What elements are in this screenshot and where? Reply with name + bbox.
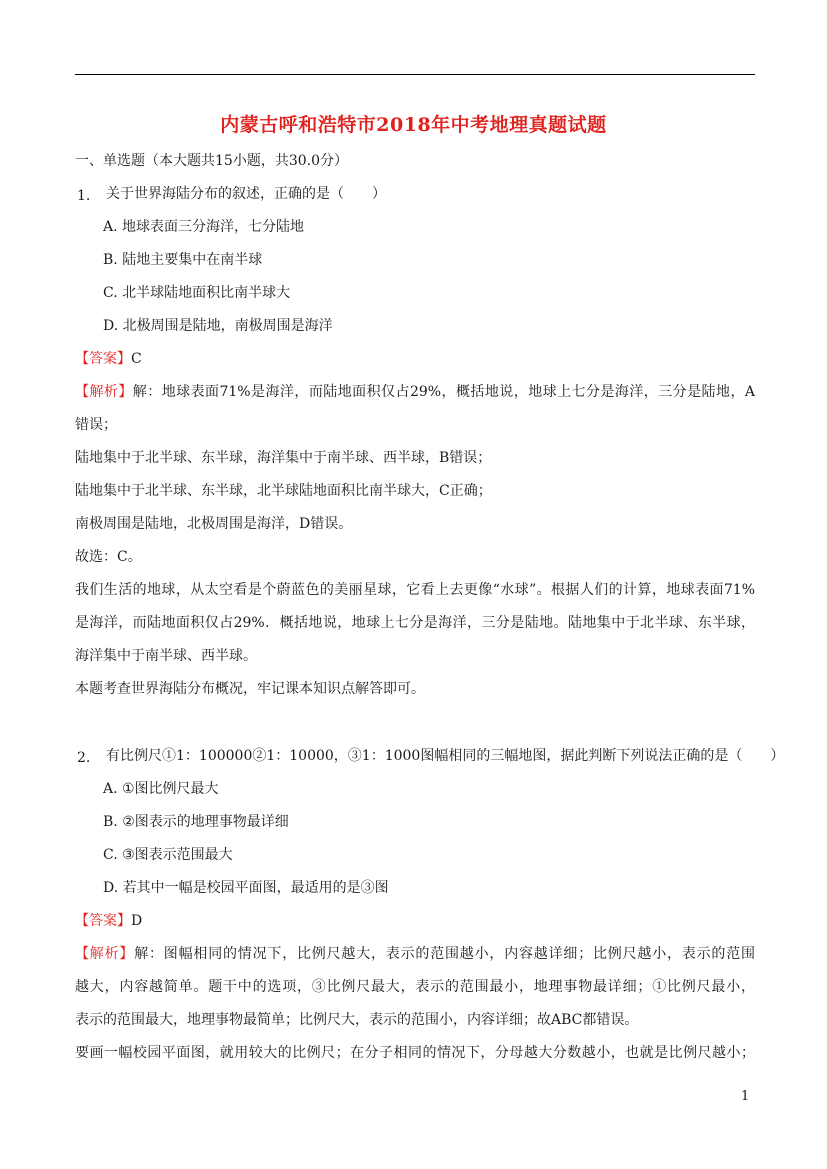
analysis-text: 解：图幅相同的情况下，比例尺越大，表示的范围越小，内容越详细；比例尺越小，表示的范围 xyxy=(134,946,756,962)
question-1-stem: 关于世界海陆分布的叙述，正确的是（ ） xyxy=(106,186,386,202)
question-2-analysis-line: 越大，内容越简单。题干中的选项，③比例尺最大，表示的范围最小，地理事物最详细；①比例尺最小， xyxy=(75,979,755,995)
question-1-answer xyxy=(75,349,142,369)
question-1-analysis-line: 本题考查世界海陆分布概况，牢记课本知识点解答即可。 xyxy=(75,681,425,697)
page-number: 1 xyxy=(741,1089,750,1104)
question-1-analysis-line: 陆地集中于北半球、东半球，海洋集中于南半球、西半球，B错误； xyxy=(75,450,492,466)
question-1-option-c: C. 北半球陆地面积比南半球大 xyxy=(103,285,291,301)
question-1-analysis-line: 南极周围是陆地，北极周围是海洋，D错误。 xyxy=(75,516,353,532)
question-1-analysis-line: 海洋集中于南半球、西半球。 xyxy=(75,648,257,664)
answer-value: C xyxy=(131,351,142,367)
analysis-tag: 【解析】 xyxy=(75,384,133,400)
question-2-answer xyxy=(75,911,142,931)
answer-value: D xyxy=(131,913,143,929)
question-1-analysis-line xyxy=(75,382,755,402)
question-2-option-c: C. ③图表示范围最大 xyxy=(103,847,233,863)
analysis-text: 解：地球表面71%是海洋，而陆地面积仅占29%，概括地说，地球上七分是海洋，三分是陆地，A xyxy=(132,384,756,400)
question-1-analysis-line: 是海洋，而陆地面积仅占29%．概括地说，地球上七分是海洋，三分是陆地。陆地集中于北半球、东半球， xyxy=(75,615,755,631)
question-1-option-a: A. 地球表面三分海洋，七分陆地 xyxy=(103,219,305,235)
question-2-option-d: D. 若其中一幅是校园平面图，最适用的是③图 xyxy=(103,880,389,896)
question-1-analysis-line: 错误； xyxy=(75,417,117,433)
question-1-option-d: D. 北极周围是陆地，南极周围是海洋 xyxy=(103,318,333,334)
section-header: 一、单选题（本大题共15小题，共30.0分） xyxy=(75,153,348,169)
question-2-option-b: B. ②图表示的地理事物最详细 xyxy=(103,814,289,830)
answer-tag: 【答案】 xyxy=(75,913,131,929)
answer-tag: 【答案】 xyxy=(75,351,131,367)
question-1-analysis-line: 故选：C。 xyxy=(75,549,142,565)
analysis-tag: 【解析】 xyxy=(75,946,135,962)
question-2-analysis-line xyxy=(75,944,755,964)
question-1-number: 1. xyxy=(77,188,91,204)
question-1-analysis-line: 我们生活的地球，从太空看是个蔚蓝色的美丽星球，它看上去更像“水球”。根据人们的计算，地球表面71% xyxy=(75,582,755,598)
question-1-option-b: B. 陆地主要集中在南半球 xyxy=(103,252,263,268)
question-1-analysis-line: 陆地集中于北半球、东半球，北半球陆地面积比南半球大，C正确； xyxy=(75,483,492,499)
question-2-analysis-line: 要画一幅校园平面图，就用较大的比例尺；在分子相同的情况下，分母越大分数越小，也就是比例尺越小； xyxy=(75,1045,755,1061)
question-2-stem: 有比例尺①1：100000②1：10000，③1：1000图幅相同的三幅地图，据此判断下列说法正确的是（ ） xyxy=(106,748,785,764)
header-rule xyxy=(75,74,755,75)
question-2-option-a: A. ①图比例尺最大 xyxy=(103,781,219,797)
document-title: 内蒙古呼和浩特市2018年中考地理真题试题 xyxy=(220,114,607,136)
question-2-analysis-line: 表示的范围最大，地理事物最简单；比例尺大，表示的范围小，内容详细；故ABC都错误。 xyxy=(75,1012,639,1028)
question-2-number: 2. xyxy=(77,750,91,766)
